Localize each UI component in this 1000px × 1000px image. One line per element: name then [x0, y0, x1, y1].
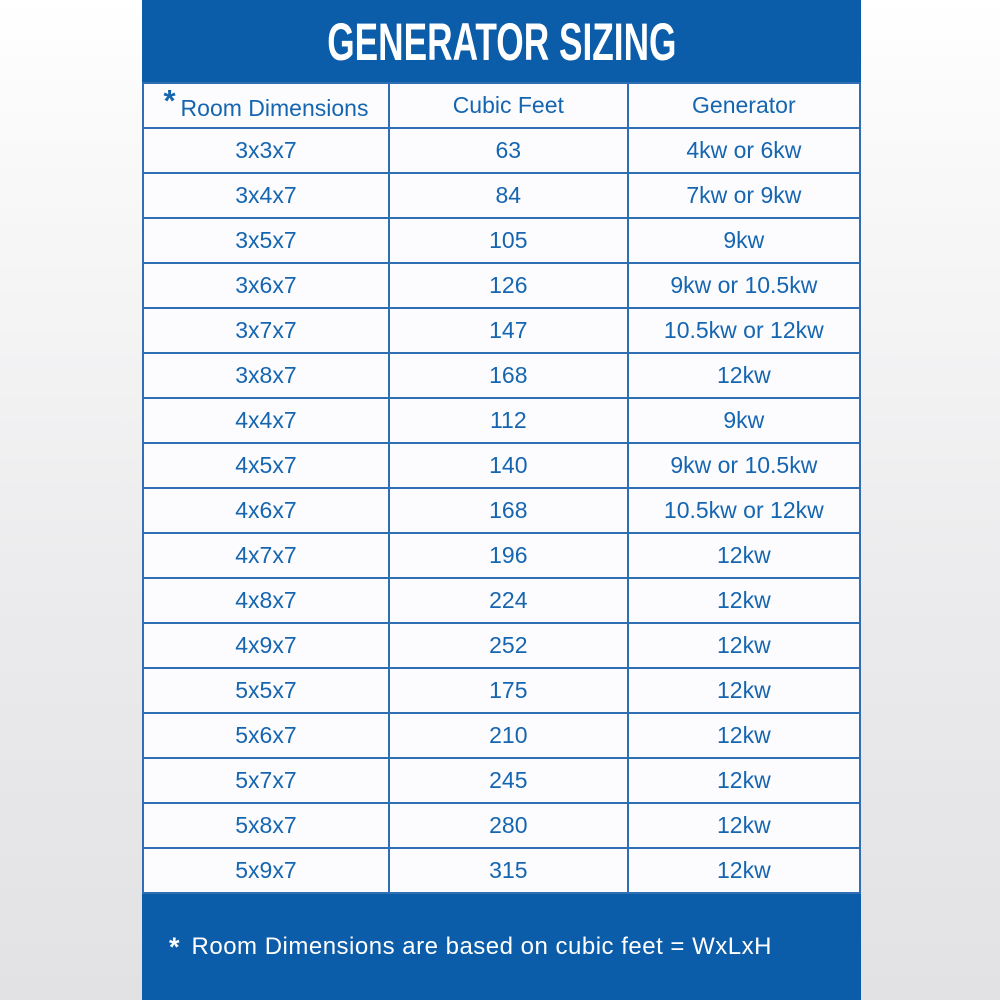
cell-generator: 12kw: [628, 578, 860, 623]
cell-cubic-feet: 63: [389, 128, 628, 173]
cell-cubic-feet: 252: [389, 623, 628, 668]
table-row: [143, 578, 860, 623]
cell-room-dimensions: 3x5x7: [143, 218, 389, 263]
page-title: GENERATOR SIZING: [326, 11, 677, 71]
cell-generator: 12kw: [628, 533, 860, 578]
cell-room-dimensions: 5x8x7: [143, 803, 389, 848]
cell-generator: 9kw or 10.5kw: [628, 443, 860, 488]
col-header-label: Generator: [692, 92, 796, 118]
col-header-label: Cubic Feet: [452, 92, 564, 118]
cell-generator: 9kw: [628, 398, 860, 443]
cell-room-dimensions: 4x8x7: [143, 578, 389, 623]
table-row: [143, 398, 860, 443]
cell-cubic-feet: 210: [389, 713, 628, 758]
table-row: [143, 308, 860, 353]
cell-room-dimensions: 4x7x7: [143, 533, 389, 578]
cell-cubic-feet: 147: [389, 308, 628, 353]
title-band: [142, 0, 861, 82]
cell-room-dimensions: 5x5x7: [143, 668, 389, 713]
cell-generator: 7kw or 9kw: [628, 173, 860, 218]
cell-generator: 4kw or 6kw: [628, 128, 860, 173]
table-row: [143, 218, 860, 263]
cell-room-dimensions: 4x4x7: [143, 398, 389, 443]
cell-generator: 12kw: [628, 623, 860, 668]
cell-room-dimensions: 4x5x7: [143, 443, 389, 488]
cell-generator: 12kw: [628, 803, 860, 848]
cell-cubic-feet: 196: [389, 533, 628, 578]
cell-room-dimensions: 4x9x7: [143, 623, 389, 668]
cell-generator: 9kw or 10.5kw: [628, 263, 860, 308]
cell-generator: 12kw: [628, 668, 860, 713]
cell-generator: 10.5kw or 12kw: [628, 488, 860, 533]
cell-cubic-feet: 84: [389, 173, 628, 218]
cell-room-dimensions: 5x6x7: [143, 713, 389, 758]
footnote-band: [142, 894, 861, 1000]
cell-cubic-feet: 168: [389, 353, 628, 398]
header-row: [143, 83, 860, 128]
table-row: [143, 488, 860, 533]
cell-room-dimensions: 3x8x7: [143, 353, 389, 398]
table-body: [143, 128, 860, 893]
col-header-room-dimensions: [143, 83, 389, 128]
sizing-table: [142, 82, 861, 894]
table-row: [143, 443, 860, 488]
cell-cubic-feet: 315: [389, 848, 628, 893]
cell-cubic-feet: 140: [389, 443, 628, 488]
cell-cubic-feet: 168: [389, 488, 628, 533]
cell-generator: 12kw: [628, 353, 860, 398]
cell-room-dimensions: 4x6x7: [143, 488, 389, 533]
cell-cubic-feet: 126: [389, 263, 628, 308]
cell-generator: 10.5kw or 12kw: [628, 308, 860, 353]
cell-room-dimensions: 3x4x7: [143, 173, 389, 218]
col-header-generator: [628, 83, 860, 128]
table-row: [143, 758, 860, 803]
asterisk-marker: *: [163, 83, 176, 118]
cell-cubic-feet: 175: [389, 668, 628, 713]
table-row: [143, 173, 860, 218]
cell-cubic-feet: 245: [389, 758, 628, 803]
generator-sizing-panel: [142, 0, 861, 1000]
table-row: [143, 263, 860, 308]
table-row: [143, 668, 860, 713]
cell-generator: 9kw: [628, 218, 860, 263]
cell-room-dimensions: 3x3x7: [143, 128, 389, 173]
cell-room-dimensions: 5x9x7: [143, 848, 389, 893]
cell-cubic-feet: 224: [389, 578, 628, 623]
cell-cubic-feet: 112: [389, 398, 628, 443]
cell-generator: 12kw: [628, 713, 860, 758]
table-row: [143, 623, 860, 668]
cell-cubic-feet: 105: [389, 218, 628, 263]
table-row: [143, 803, 860, 848]
asterisk-marker: *: [169, 931, 180, 962]
cell-generator: 12kw: [628, 848, 860, 893]
table-row: [143, 713, 860, 758]
cell-room-dimensions: 5x7x7: [143, 758, 389, 803]
table-row: [143, 353, 860, 398]
col-header-label: Room Dimensions: [180, 94, 369, 121]
table-row: [143, 848, 860, 893]
footnote-text: Room Dimensions are based on cubic feet = WxLxH: [191, 933, 772, 960]
cell-cubic-feet: 280: [389, 803, 628, 848]
col-header-cubic-feet: [389, 83, 628, 128]
table-row: [143, 533, 860, 578]
table-row: [143, 128, 860, 173]
cell-generator: 12kw: [628, 758, 860, 803]
cell-room-dimensions: 3x7x7: [143, 308, 389, 353]
cell-room-dimensions: 3x6x7: [143, 263, 389, 308]
